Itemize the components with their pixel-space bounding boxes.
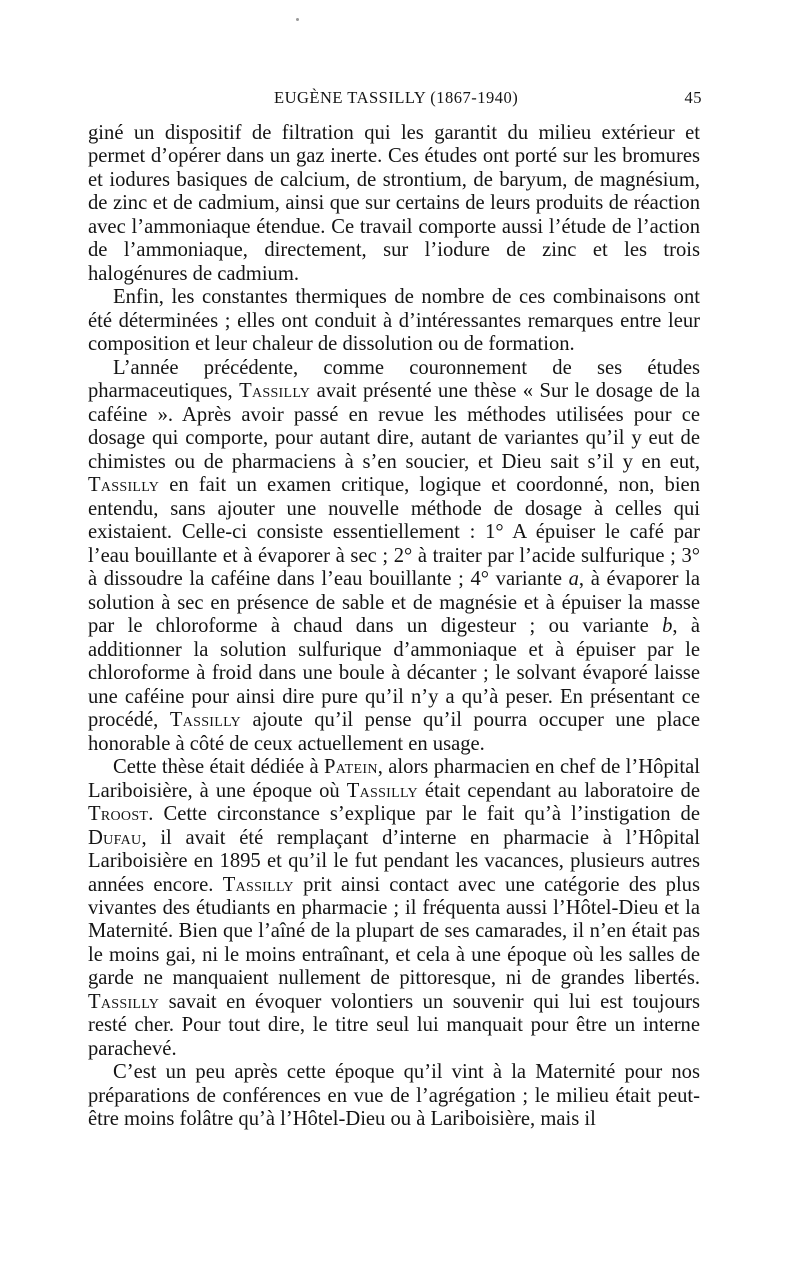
text-run: . Cette circonstance s’explique par le fait qu’à l’instigation de [148,803,700,826]
text-run: , il avait été remplaçant d’interne en pharmacie à l’Hôpital Lariboisière en 1895 et qu’il le fut pendant les vacances, plusieurs autres années encore. [88,826,700,896]
person-name: Tassilly [88,990,160,1013]
text-run: avait présenté une thèse « Sur le dosage de la caféine ». Après avoir passé en revue les méthodes utilisées pour ce dosage qui comporte, pour autant dire, autant de variantes qu’il y eut de chimistes ou de pharmaciens à s’en soucier, et Dieu sait s’il y en eut, [88,380,700,473]
person-name: Tassilly [239,380,311,403]
running-head [88,88,702,112]
text-run: , à additionner la solution sulfurique d’ammoniaque et à épuiser par le chloroforme à froid dans une boule à décanter ; le solvant évaporé laisse une caféine pour ainsi dire pure qu’il n’y a qu’à peser. En présentant ce procédé, [88,615,700,732]
text-run: , à évaporer la solution à sec en présence de sable et de magnésie et à épuiser la masse par le chloroforme à chaud dans un digesteur ; ou variante [88,568,701,638]
print-speck [296,18,299,21]
italic-letter: b [662,615,673,638]
person-name: Dufau [88,826,142,849]
person-name: Tassilly [222,873,294,896]
text-run: Cette thèse était dédiée à [113,756,325,779]
text-run: L’année précédente, comme couronnement de ses études pharmaceutiques, [88,356,700,403]
person-name: Tassilly [169,709,241,732]
text-run: ajoute qu’il pense qu’il pourra occuper une place honorable à côté de ceux actuellement en usage. [88,709,700,755]
text-run: Enfin, les constantes thermiques de nombre de ces combinaisons ont été déterminées ; elles ont conduit à d’intéressantes remarques entre leur composition et leur chaleur de dissolution ou de formation. [88,286,700,356]
paragraph [88,122,700,286]
text-run: , alors pharmacien en chef de l’Hôpital Lariboisière, à une époque où [88,756,700,802]
paragraph [88,756,700,1061]
paragraph [88,357,700,756]
text-run: giné un dispositif de filtration qui les garantit du milieu extérieur et permet d’opérer dans un gaz inerte. Ces études ont porté sur les bromures et iodures basiques de calcium, de strontium, de baryum, de magnésium, de zinc et de cadmium, ainsi que sur certains de leurs produits de réaction avec l’ammoniaque étendue. Ce travail comporte aussi l’étude de l’action de l’ammoniaque, directement, sur l’iodure de zinc et les trois halogénures de cadmium. [88,122,700,285]
text-run: était cependant au laboratoire de [417,779,700,802]
page-number: 45 [684,88,702,107]
running-title: EUGÈNE TASSILLY (1867-1940) [274,88,519,107]
italic-letter: a [568,568,579,591]
text-run: C’est un peu après cette époque qu’il vint à la Maternité pour nos préparations de conférences en vue de l’agrégation ; le milieu était peut-être moins folâtre qu’à l’Hôtel-Dieu ou à Lariboisière, mais il [88,1061,700,1131]
text-run: prit ainsi contact avec une catégorie des plus vivantes des étudiants en pharmacie ; il fréquenta aussi l’Hôtel-Dieu et la Maternité. Bien que l’aîné de la plupart de ses camarades, il n’en était pas le moins gai, ni le moins entraînant, et cela à une époque où les salles de garde ne manquaient nullement de pittoresque, ni de grandes libertés. [88,873,700,990]
person-name: Tassilly [346,779,418,802]
person-name: Patein [324,756,378,779]
paragraph [88,286,700,356]
person-name: Troost [88,803,149,826]
text-run: en fait un examen critique, logique et coordonné, non, bien entendu, sans ajouter une nouvelle méthode de dosage à celles qui existaient. Celle-ci consiste essentiellement : 1° A épuiser le café par l’eau bouillante et à évaporer à sec ; 2° à traiter par l’acide sulfurique ; 3° à dissoudre la caféine dans l’eau bouillante ; 4° variante [88,474,700,591]
text-run: savait en évoquer volontiers un souvenir qui lui est toujours resté cher. Pour tout dire, le titre seul lui manquait pour être un interne parachevé. [88,990,700,1060]
paragraph [88,1061,700,1131]
person-name: Tassilly [88,474,160,497]
body-text [88,122,700,1132]
